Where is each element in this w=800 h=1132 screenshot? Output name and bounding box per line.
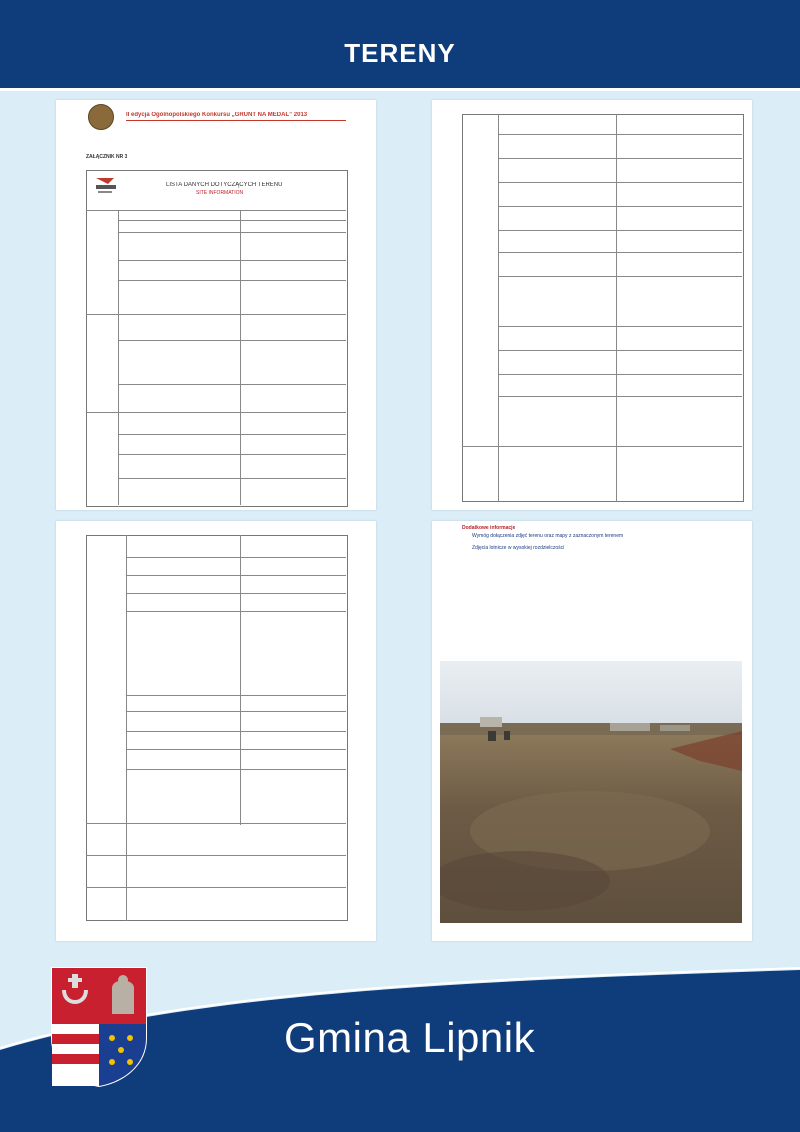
note-item: Wymóg dołączenia zdjęć terenu oraz mapy z zaznaczonym terenem: [472, 533, 624, 539]
table-col-divider: [498, 114, 499, 502]
table-row: [86, 855, 346, 856]
table-row: [126, 695, 346, 696]
table-row: [126, 575, 346, 576]
table-col-divider: [240, 535, 241, 825]
table-row: [118, 220, 346, 221]
table-row: [86, 887, 346, 888]
contest-logo-icon: [88, 104, 114, 130]
table-row: [118, 478, 346, 479]
table-row: [86, 314, 346, 315]
document-page-2: [432, 100, 752, 510]
table-col-divider: [240, 210, 241, 505]
note-item: Zdjęcia lotnicze w wysokiej rozdzielczości: [472, 545, 565, 551]
table-row: [86, 210, 346, 211]
attachment-label: ZAŁĄCZNIK NR 3: [86, 154, 128, 160]
table-row: [462, 446, 742, 447]
site-photo: [440, 661, 742, 923]
table-row: [118, 384, 346, 385]
site-info-table-cont: [462, 114, 744, 502]
list-title: LISTA DANYCH DOTYCZĄCYCH TERENU: [166, 182, 283, 188]
table-row: [498, 252, 742, 253]
notes-title: Dodatkowe informacje: [462, 525, 516, 531]
table-row: [118, 280, 346, 281]
footer-title: Gmina Lipnik: [284, 1014, 536, 1061]
contest-title: II edycja Ogólnopolskiego Konkursu „GRUNT NA MEDAL” 2013: [126, 112, 308, 118]
document-page-4: [432, 521, 752, 941]
table-row: [126, 557, 346, 558]
table-row: [118, 454, 346, 455]
table-col-divider: [118, 210, 119, 505]
table-row: [498, 326, 742, 327]
table-row: [86, 412, 346, 413]
table-row: [118, 434, 346, 435]
header-divider: [0, 88, 800, 91]
table-row: [126, 749, 346, 750]
coat-of-arms-icon: [50, 966, 148, 1088]
table-row: [498, 134, 742, 135]
table-row: [498, 276, 742, 277]
list-subtitle: SITE INFORMATION: [196, 190, 244, 196]
table-row: [118, 232, 346, 233]
contest-title-rule: [126, 120, 346, 121]
table-row: [498, 230, 742, 231]
table-row: [498, 206, 742, 207]
page-title: TERENY: [344, 38, 456, 68]
document-page-1: [56, 100, 376, 510]
table-row: [498, 396, 742, 397]
table-row: [126, 769, 346, 770]
table-row: [498, 158, 742, 159]
table-row: [498, 350, 742, 351]
table-row: [86, 823, 346, 824]
table-row: [118, 340, 346, 341]
table-row: [126, 711, 346, 712]
invest-in-poland-logo-icon: [92, 176, 122, 198]
document-page-3: [56, 521, 376, 941]
table-row: [126, 593, 346, 594]
table-row: [126, 731, 346, 732]
table-col-divider: [616, 114, 617, 502]
table-row: [118, 260, 346, 261]
table-row: [498, 182, 742, 183]
table-row: [126, 611, 346, 612]
table-row: [498, 374, 742, 375]
